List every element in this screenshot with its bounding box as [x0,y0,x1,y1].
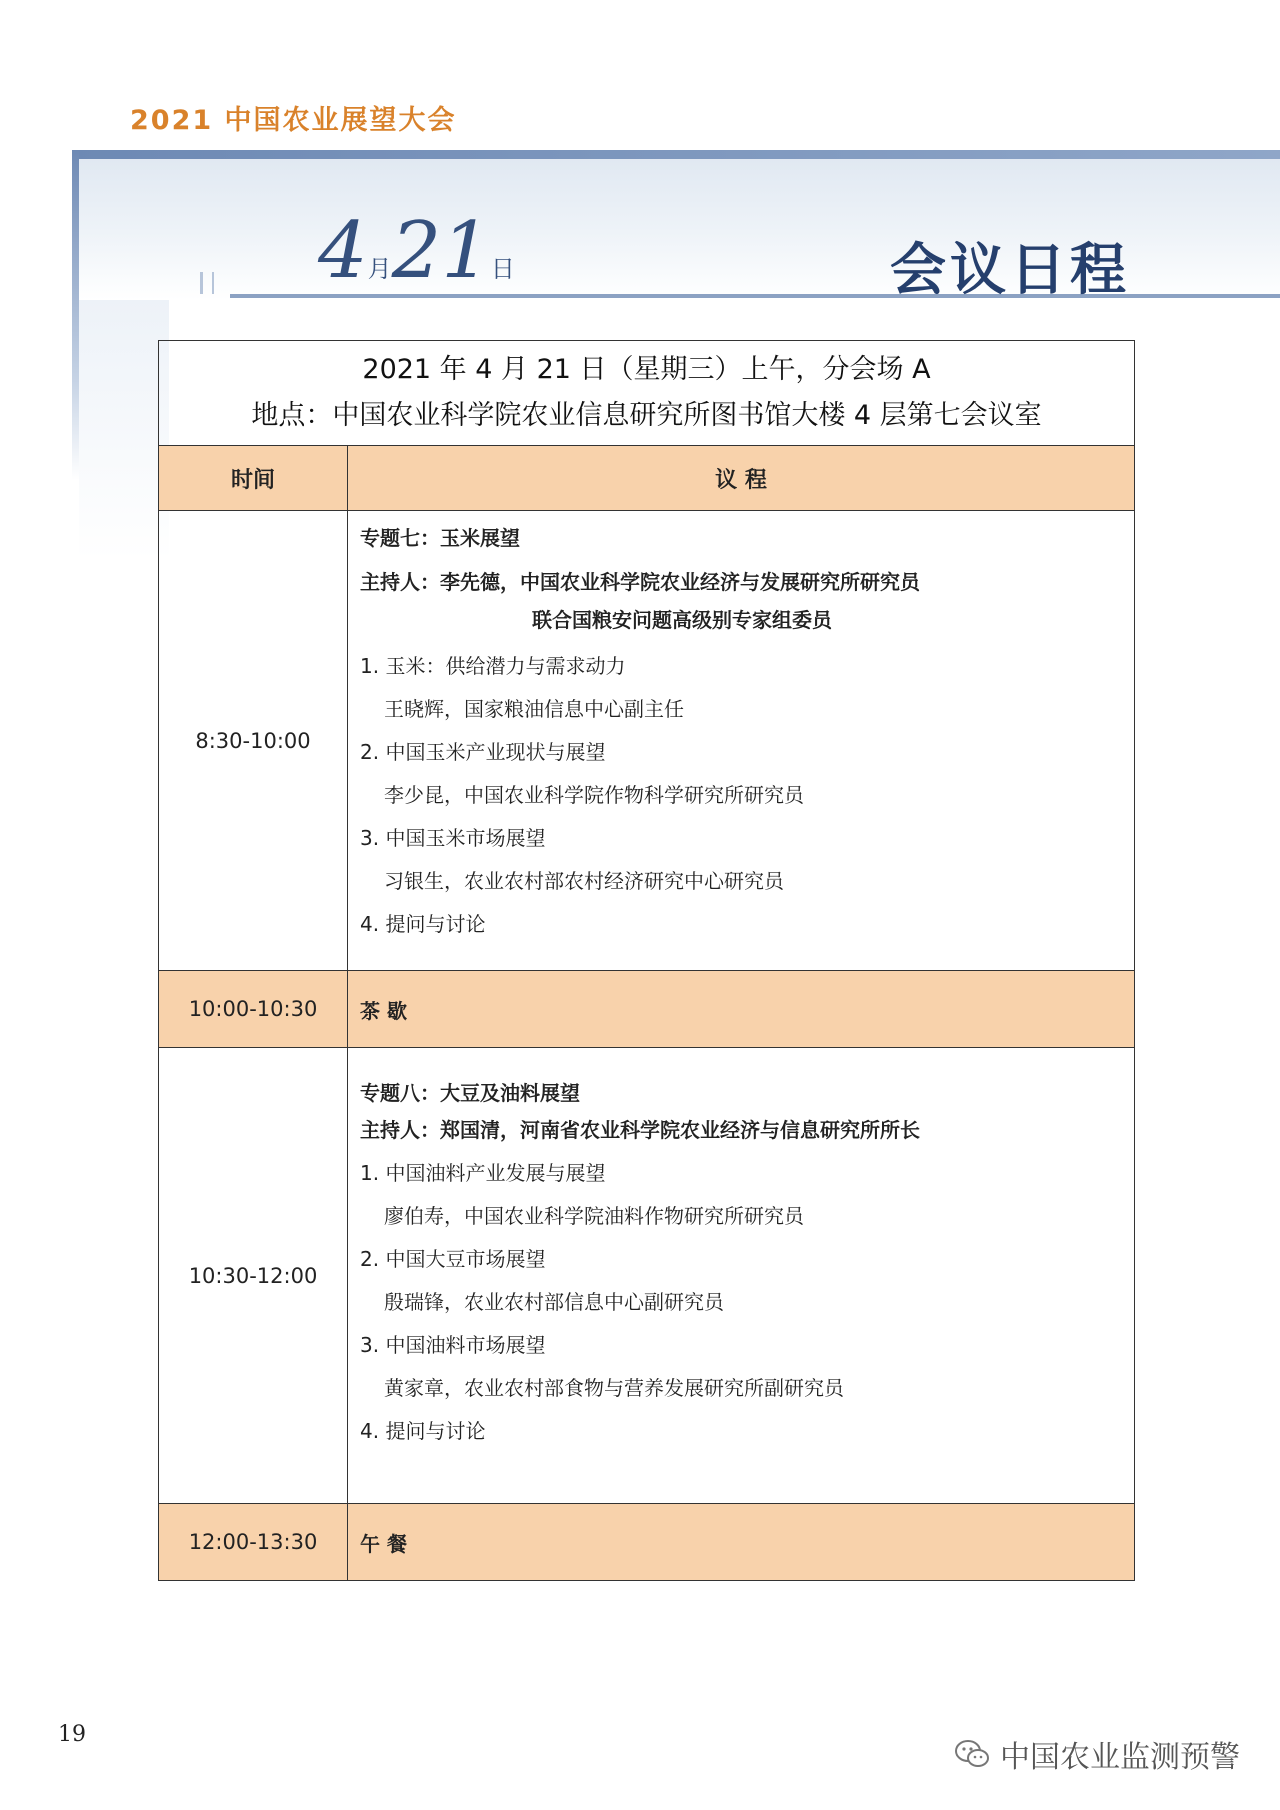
agenda-item: 1. 玉米：供给潜力与需求动力 [360,654,626,678]
date-day-number: 21 [391,206,491,296]
banner-left-line [72,150,79,480]
agenda-item: 2. 中国玉米产业现状与展望 [360,740,606,764]
wechat-icon [954,1739,990,1769]
topic-title: 专题七：玉米展望 [360,526,520,550]
agenda-item: 4. 提问与讨论 [360,1419,486,1443]
agenda-item: 1. 中国油料产业发展与展望 [360,1161,606,1185]
left-fade-decoration [79,300,169,560]
banner-top-line [72,150,1280,159]
agenda-item: 3. 中国油料市场展望 [360,1333,546,1357]
speaker-line: 王晓辉，国家粮油信息中心副主任 [384,697,684,721]
page-number: 19 [58,1722,86,1747]
conference-title: 2021 中国农业展望大会 [130,105,457,136]
date-day-char: 日 [490,255,515,283]
date-month-char: 月 [367,255,392,283]
schedule-heading: 会议日程 [890,238,1130,303]
speaker-line: 廖伯寿，中国农业科学院油料作物研究所研究员 [384,1204,804,1228]
watermark [954,1732,1240,1776]
host-line: 主持人：郑国清，河南省农业科学院农业经济与信息研究所所长 [360,1118,920,1142]
table-row [159,1048,1135,1504]
speaker-line: 习银生，农业农村部农村经济研究中心研究员 [384,869,784,893]
watermark-text: 中国农业监测预警 [1000,1740,1240,1775]
agenda-block [348,1048,1135,1504]
date-display [318,206,515,296]
time-slot: 10:30-12:00 [159,1048,348,1504]
speaker-line: 李少昆，中国农业科学院作物科学研究所研究员 [384,783,804,807]
column-header-time: 时间 [159,446,348,511]
session-info [159,341,1135,446]
table-row [159,511,1135,971]
session-info-row [159,341,1135,446]
banner-tick [200,272,203,294]
session-date-line: 2021 年 4 月 21 日（星期三）上午，分会场 A [362,354,931,385]
table-row [159,1504,1135,1581]
host-line-continued: 联合国粮安问题高级别专家组委员 [532,608,832,632]
table-header-row [159,446,1135,511]
time-slot: 12:00-13:30 [159,1504,348,1581]
schedule-table [158,340,1135,1581]
table-row [159,971,1135,1048]
break-label: 午 餐 [348,1504,1135,1581]
host-line: 主持人：李先德，中国农业科学院农业经济与发展研究所研究员 [360,570,920,594]
speaker-line: 黄家章，农业农村部食物与营养发展研究所副研究员 [384,1376,844,1400]
agenda-item: 2. 中国大豆市场展望 [360,1247,546,1271]
time-slot: 10:00-10:30 [159,971,348,1048]
break-label: 茶 歇 [348,971,1135,1048]
agenda-item: 3. 中国玉米市场展望 [360,826,546,850]
session-location-line: 地点：中国农业科学院农业信息研究所图书馆大楼 4 层第七会议室 [251,400,1042,431]
time-slot: 8:30-10:00 [159,511,348,971]
column-header-agenda: 议 程 [348,446,1135,511]
banner-tick [212,272,214,294]
date-month-number: 4 [318,206,368,296]
agenda-block [348,511,1135,971]
agenda-item: 4. 提问与讨论 [360,912,486,936]
topic-title: 专题八：大豆及油料展望 [360,1081,580,1105]
speaker-line: 殷瑞锋，农业农村部信息中心副研究员 [384,1290,724,1314]
